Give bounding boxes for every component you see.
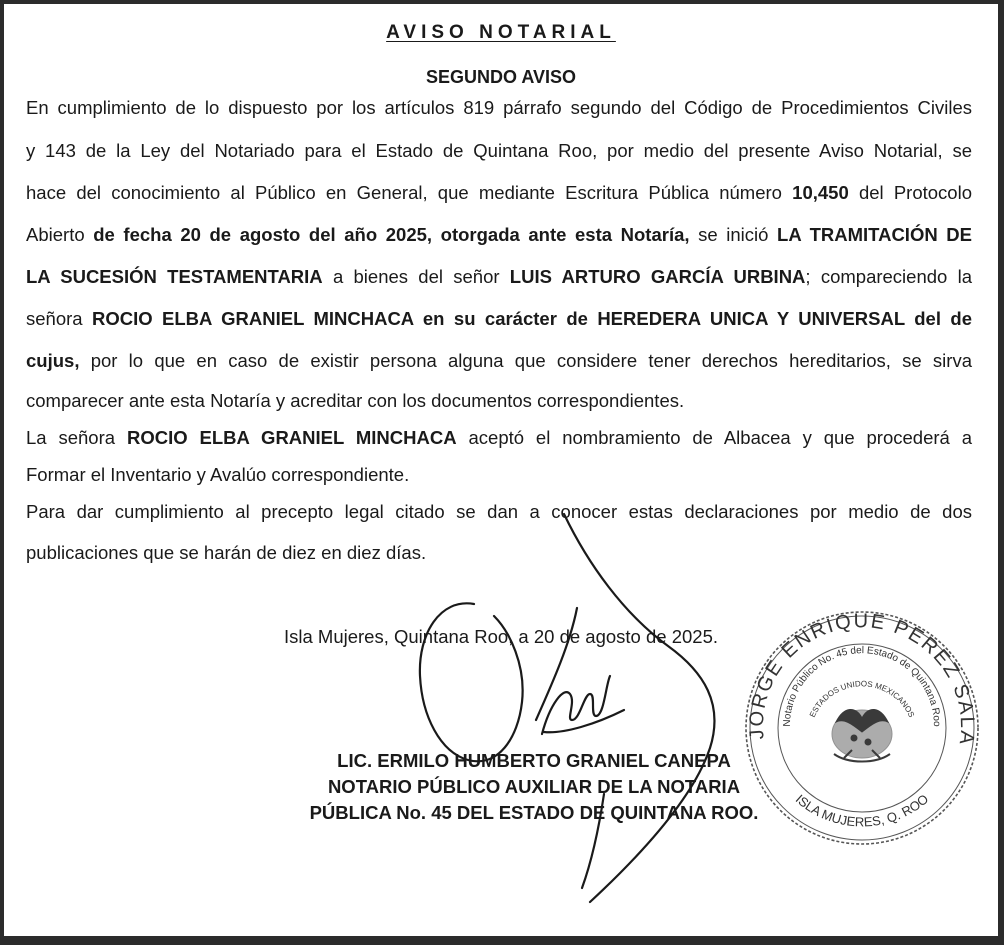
- text-run: ; compareciendo la: [805, 266, 972, 287]
- bold-text: ROCIO ELBA GRANIEL MINCHACA en su carácter de HEREDERA UNICA Y UNIVERSAL del de: [91, 308, 972, 329]
- text-run: hace del conocimiento al Público en General, que mediante Escritura Pública número: [26, 182, 793, 203]
- text-run: por lo que en caso de existir persona alguna que considere tener derechos hereditarios, se sirva: [79, 350, 972, 371]
- text-run: publicaciones que se harán de diez en diez días.: [26, 542, 427, 563]
- text-run: La señora: [26, 427, 127, 448]
- place-date-text: Isla Mujeres, Quintana Roo, a 20 de agosto de 2025.: [283, 626, 718, 647]
- bold-text: LA TRAMITACIÓN DE: [777, 224, 972, 245]
- text-run: Formar el Inventario y Avalúo correspondiente.: [26, 464, 410, 485]
- seal-bottom-text: ISLA MUJERES, Q. ROO: [792, 791, 932, 830]
- notarial-notice: [4, 4, 998, 936]
- bold-text: LA SUCESIÓN TESTAMENTARIA: [26, 266, 323, 287]
- text-run: a bienes del señor: [322, 266, 510, 287]
- text-run: señora: [26, 308, 92, 329]
- seal-country-text: ESTADOS UNIDOS MEXICANOS: [807, 679, 917, 719]
- text-run: Para dar cumplimiento al precepto legal citado se dan a conocer estas declaraciones por medio de dos: [26, 501, 972, 522]
- text-run: comparecer ante esta Notaría y acreditar con los documentos correspondientes.: [26, 390, 685, 411]
- text-run: aceptó el nombramiento de Albacea y que procederá a: [456, 427, 972, 448]
- notice-frame: [4, 4, 998, 936]
- bold-text: cujus,: [26, 350, 80, 371]
- notice-subtitle: SEGUNDO AVISO: [425, 67, 577, 87]
- signatory-name: LIC. ERMILO HUMBERTO GRANIEL CANEPA: [337, 750, 731, 771]
- seal-outer-text: JORGE ENRIQUE PEREZ SALA: [745, 610, 979, 748]
- eagle-emblem-icon: [832, 709, 892, 761]
- text-run: Abierto: [26, 224, 94, 245]
- notice-title-text: AVISO NOTARIAL: [386, 22, 616, 43]
- text-run: se inició: [689, 224, 778, 245]
- notary-seal: [746, 610, 978, 844]
- signatory-role-line-2: PÚBLICA No. 45 DEL ESTADO DE QUINTANA ROO.: [309, 802, 759, 823]
- text-run: del Protocolo: [848, 182, 972, 203]
- signatory-role-line-1: NOTARIO PÚBLICO AUXILIAR DE LA NOTARIA: [327, 776, 741, 797]
- bold-text: de fecha 20 de agosto del año 2025, otorgada ante esta Notaría,: [93, 224, 690, 245]
- bold-text: 10,450: [792, 182, 849, 203]
- text-run: En cumplimiento de lo dispuesto por los artículos 819 párrafo segundo del Código de Procedimientos Civiles: [26, 97, 972, 118]
- bold-text: ROCIO ELBA GRANIEL MINCHACA: [126, 427, 457, 448]
- seal-inner-text: Notario Público No. 45 del Estado de Quintana Roo: [781, 645, 943, 727]
- signature-and-seal-layer: [4, 4, 998, 936]
- bold-text: LUIS ARTURO GARCÍA URBINA: [509, 266, 806, 287]
- handwritten-signature: [420, 514, 715, 902]
- text-run: y 143 de la Ley del Notariado para el Estado de Quintana Roo, por medio del presente Aviso Notarial, se: [26, 140, 972, 161]
